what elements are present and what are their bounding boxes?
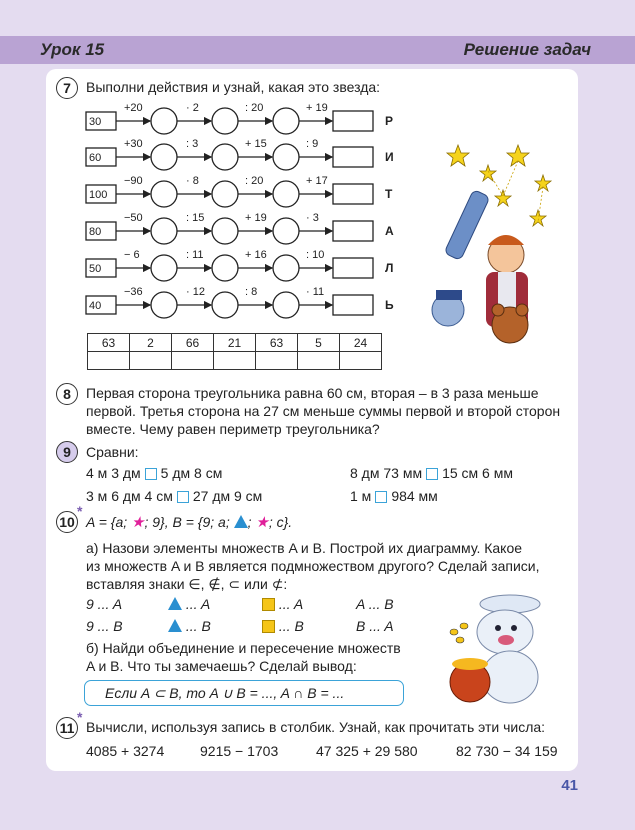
relation-item: ... A <box>168 596 210 613</box>
blank-cell[interactable] <box>172 352 214 370</box>
blank-cell[interactable] <box>214 352 256 370</box>
start-value: 60 <box>89 152 102 164</box>
operation-label: + 17 <box>306 175 328 187</box>
star-icon: ★ <box>131 514 145 531</box>
compare-item: 1 м 984 мм <box>350 488 438 504</box>
exercise-8-number: 8 <box>56 383 78 405</box>
result-box[interactable] <box>333 111 373 131</box>
operation-label: −50 <box>124 212 143 224</box>
answer-cell: 24 <box>340 334 382 352</box>
exercise-9-title: Сравни: <box>86 444 139 460</box>
result-box[interactable] <box>333 221 373 241</box>
star-icon <box>447 145 469 166</box>
triangle-icon <box>234 515 248 528</box>
start-value: 30 <box>89 116 102 128</box>
blank-circle[interactable] <box>273 292 299 318</box>
result-box[interactable] <box>333 295 373 315</box>
answer-letter: А <box>385 224 394 238</box>
calc-item: 9215 − 1703 <box>200 743 279 759</box>
compare-box[interactable] <box>375 491 387 503</box>
operation-label: + 16 <box>245 249 267 261</box>
star-icon: ★ <box>255 514 269 531</box>
relation-item: B ... A <box>356 618 394 634</box>
operation-label: : 3 <box>186 138 199 150</box>
exercise-7-title: Выполни действия и узнай, какая это звезда: <box>86 79 381 95</box>
answer-letter: Т <box>385 187 393 201</box>
operation-label: : 8 <box>245 286 258 298</box>
star-icon <box>530 210 546 226</box>
blank-circle[interactable] <box>212 255 238 281</box>
exercise-10a-line: из множеств A и B является подмножеством другого? Сделай записи, <box>86 558 540 574</box>
calc-item: 47 325 + 29 580 <box>316 743 418 759</box>
sets-definition: A = {a; ★; 9}, B = {9; a; ; ★; c}. <box>86 514 293 531</box>
operation-label: · 11 <box>306 286 325 298</box>
relation-item: 9 ... A <box>86 596 123 612</box>
exercise-10-number: 10 <box>56 511 78 533</box>
answer-letter: Р <box>385 114 394 128</box>
compare-box[interactable] <box>145 468 157 480</box>
answer-cell: 63 <box>256 334 298 352</box>
blank-circle[interactable] <box>212 292 238 318</box>
blank-cell[interactable] <box>298 352 340 370</box>
blank-circle[interactable] <box>273 108 299 134</box>
answer-cell: 63 <box>88 334 130 352</box>
operation-label: + 15 <box>245 138 267 150</box>
operation-label: : 20 <box>245 175 264 187</box>
relation-item: 9 ... B <box>86 618 123 634</box>
exercise-9-number: 9 <box>56 441 78 463</box>
blank-cell[interactable] <box>88 352 130 370</box>
start-value: 80 <box>89 226 102 238</box>
start-value: 100 <box>89 189 108 201</box>
triangle-icon <box>168 619 182 632</box>
blank-circle[interactable] <box>151 144 177 170</box>
header-bar <box>0 36 635 64</box>
blank-circle[interactable] <box>273 144 299 170</box>
exercise-8-line: Первая сторона треугольника равна 60 см, вторая – в 3 раза меньше <box>86 385 539 401</box>
operation-label: +30 <box>124 138 143 150</box>
answer-letter: Ь <box>385 298 394 312</box>
operation-label: · 3 <box>306 212 319 224</box>
compare-item: 8 дм 73 мм 15 см 6 мм <box>350 465 513 481</box>
blank-circle[interactable] <box>151 108 177 134</box>
blank-circle[interactable] <box>273 181 299 207</box>
operation-label: : 20 <box>245 102 264 114</box>
astronomer-illustration <box>418 140 558 355</box>
operation-label: −90 <box>124 175 143 187</box>
compare-box[interactable] <box>177 491 189 503</box>
result-box[interactable] <box>333 258 373 278</box>
answer-cell: 21 <box>214 334 256 352</box>
page-number: 41 <box>561 777 578 794</box>
operation-label: : 11 <box>186 249 204 261</box>
blank-circle[interactable] <box>212 181 238 207</box>
star-icon <box>495 190 511 206</box>
compare-box[interactable] <box>426 468 438 480</box>
blank-cell[interactable] <box>340 352 382 370</box>
relation-item: ... B <box>168 618 211 635</box>
exercise-8-line: вместе. Чему равен периметр треугольника? <box>86 421 380 437</box>
blank-circle[interactable] <box>151 292 177 318</box>
answer-letter: И <box>385 150 394 164</box>
blank-circle[interactable] <box>212 108 238 134</box>
difficulty-mark: * <box>77 503 83 519</box>
blank-circle[interactable] <box>151 218 177 244</box>
operation-label: · 8 <box>186 175 199 187</box>
start-value: 40 <box>89 300 102 312</box>
star-icon <box>507 145 529 166</box>
result-box[interactable] <box>333 184 373 204</box>
square-icon <box>262 598 275 611</box>
exercise-11-number: 11 <box>56 717 78 739</box>
topic-title: Решение задач <box>463 40 591 59</box>
operation-label: · 12 <box>186 286 205 298</box>
answer-table <box>87 333 382 370</box>
exercise-10b-line: б) Найди объединение и пересечение множеств <box>86 640 401 656</box>
relation-item: ... B <box>262 618 304 635</box>
operation-label: · 2 <box>186 102 199 114</box>
operation-label: : 10 <box>306 249 325 261</box>
blank-cell[interactable] <box>256 352 298 370</box>
difficulty-mark: * <box>77 709 83 725</box>
blank-cell[interactable] <box>130 352 172 370</box>
result-box[interactable] <box>333 147 373 167</box>
operation-label: : 9 <box>306 138 319 150</box>
relation-item: A ... B <box>356 596 394 612</box>
operation-label: + 19 <box>306 102 328 114</box>
operation-label: : 15 <box>186 212 205 224</box>
relation-item: ... A <box>262 596 303 613</box>
triangle-icon <box>168 597 182 610</box>
exercise-10a-line: вставляя знаки ∈, ∉, ⊂ или ⊄: <box>86 576 288 592</box>
conclusion-box[interactable] <box>84 680 404 706</box>
conclusion-text: Если A ⊂ B, то A ∪ B = ..., A ∩ B = ... <box>105 685 345 701</box>
exercise-10b-line: A и B. Что ты замечаешь? Сделай вывод: <box>86 658 357 674</box>
exercise-7-number: 7 <box>56 77 78 99</box>
operation-label: + 19 <box>245 212 267 224</box>
lesson-title: Урок 15 <box>40 40 105 59</box>
bunny-illustration <box>440 592 560 710</box>
answer-cell: 5 <box>298 334 340 352</box>
square-icon <box>262 620 275 633</box>
blank-circle[interactable] <box>212 218 238 244</box>
compare-item: 3 м 6 дм 4 см 27 дм 9 см <box>86 488 263 504</box>
operation-label: − 6 <box>124 249 140 261</box>
exercise-11-title: Вычисли, используя запись в столбик. Узнай, как прочитать эти числа: <box>86 719 546 735</box>
blank-circle[interactable] <box>151 255 177 281</box>
start-value: 50 <box>89 263 102 275</box>
blank-circle[interactable] <box>273 218 299 244</box>
operation-label: +20 <box>124 102 143 114</box>
blank-circle[interactable] <box>151 181 177 207</box>
blank-circle[interactable] <box>273 255 299 281</box>
exercise-8-line: первой. Третья сторона на 27 см меньше суммы первой и второй сторон <box>86 403 561 419</box>
calc-item: 82 730 − 34 159 <box>456 743 558 759</box>
star-icon <box>480 165 496 181</box>
calc-item: 4085 + 3274 <box>86 743 165 759</box>
exercise-10a-line: а) Назови элементы множеств A и B. Построй их диаграмму. Какое <box>86 540 523 556</box>
answer-letter: Л <box>385 261 394 275</box>
answer-cell: 2 <box>130 334 172 352</box>
blank-circle[interactable] <box>212 144 238 170</box>
compare-item: 4 м 3 дм 5 дм 8 см <box>86 465 223 481</box>
operation-label: −36 <box>124 286 143 298</box>
answer-cell: 66 <box>172 334 214 352</box>
